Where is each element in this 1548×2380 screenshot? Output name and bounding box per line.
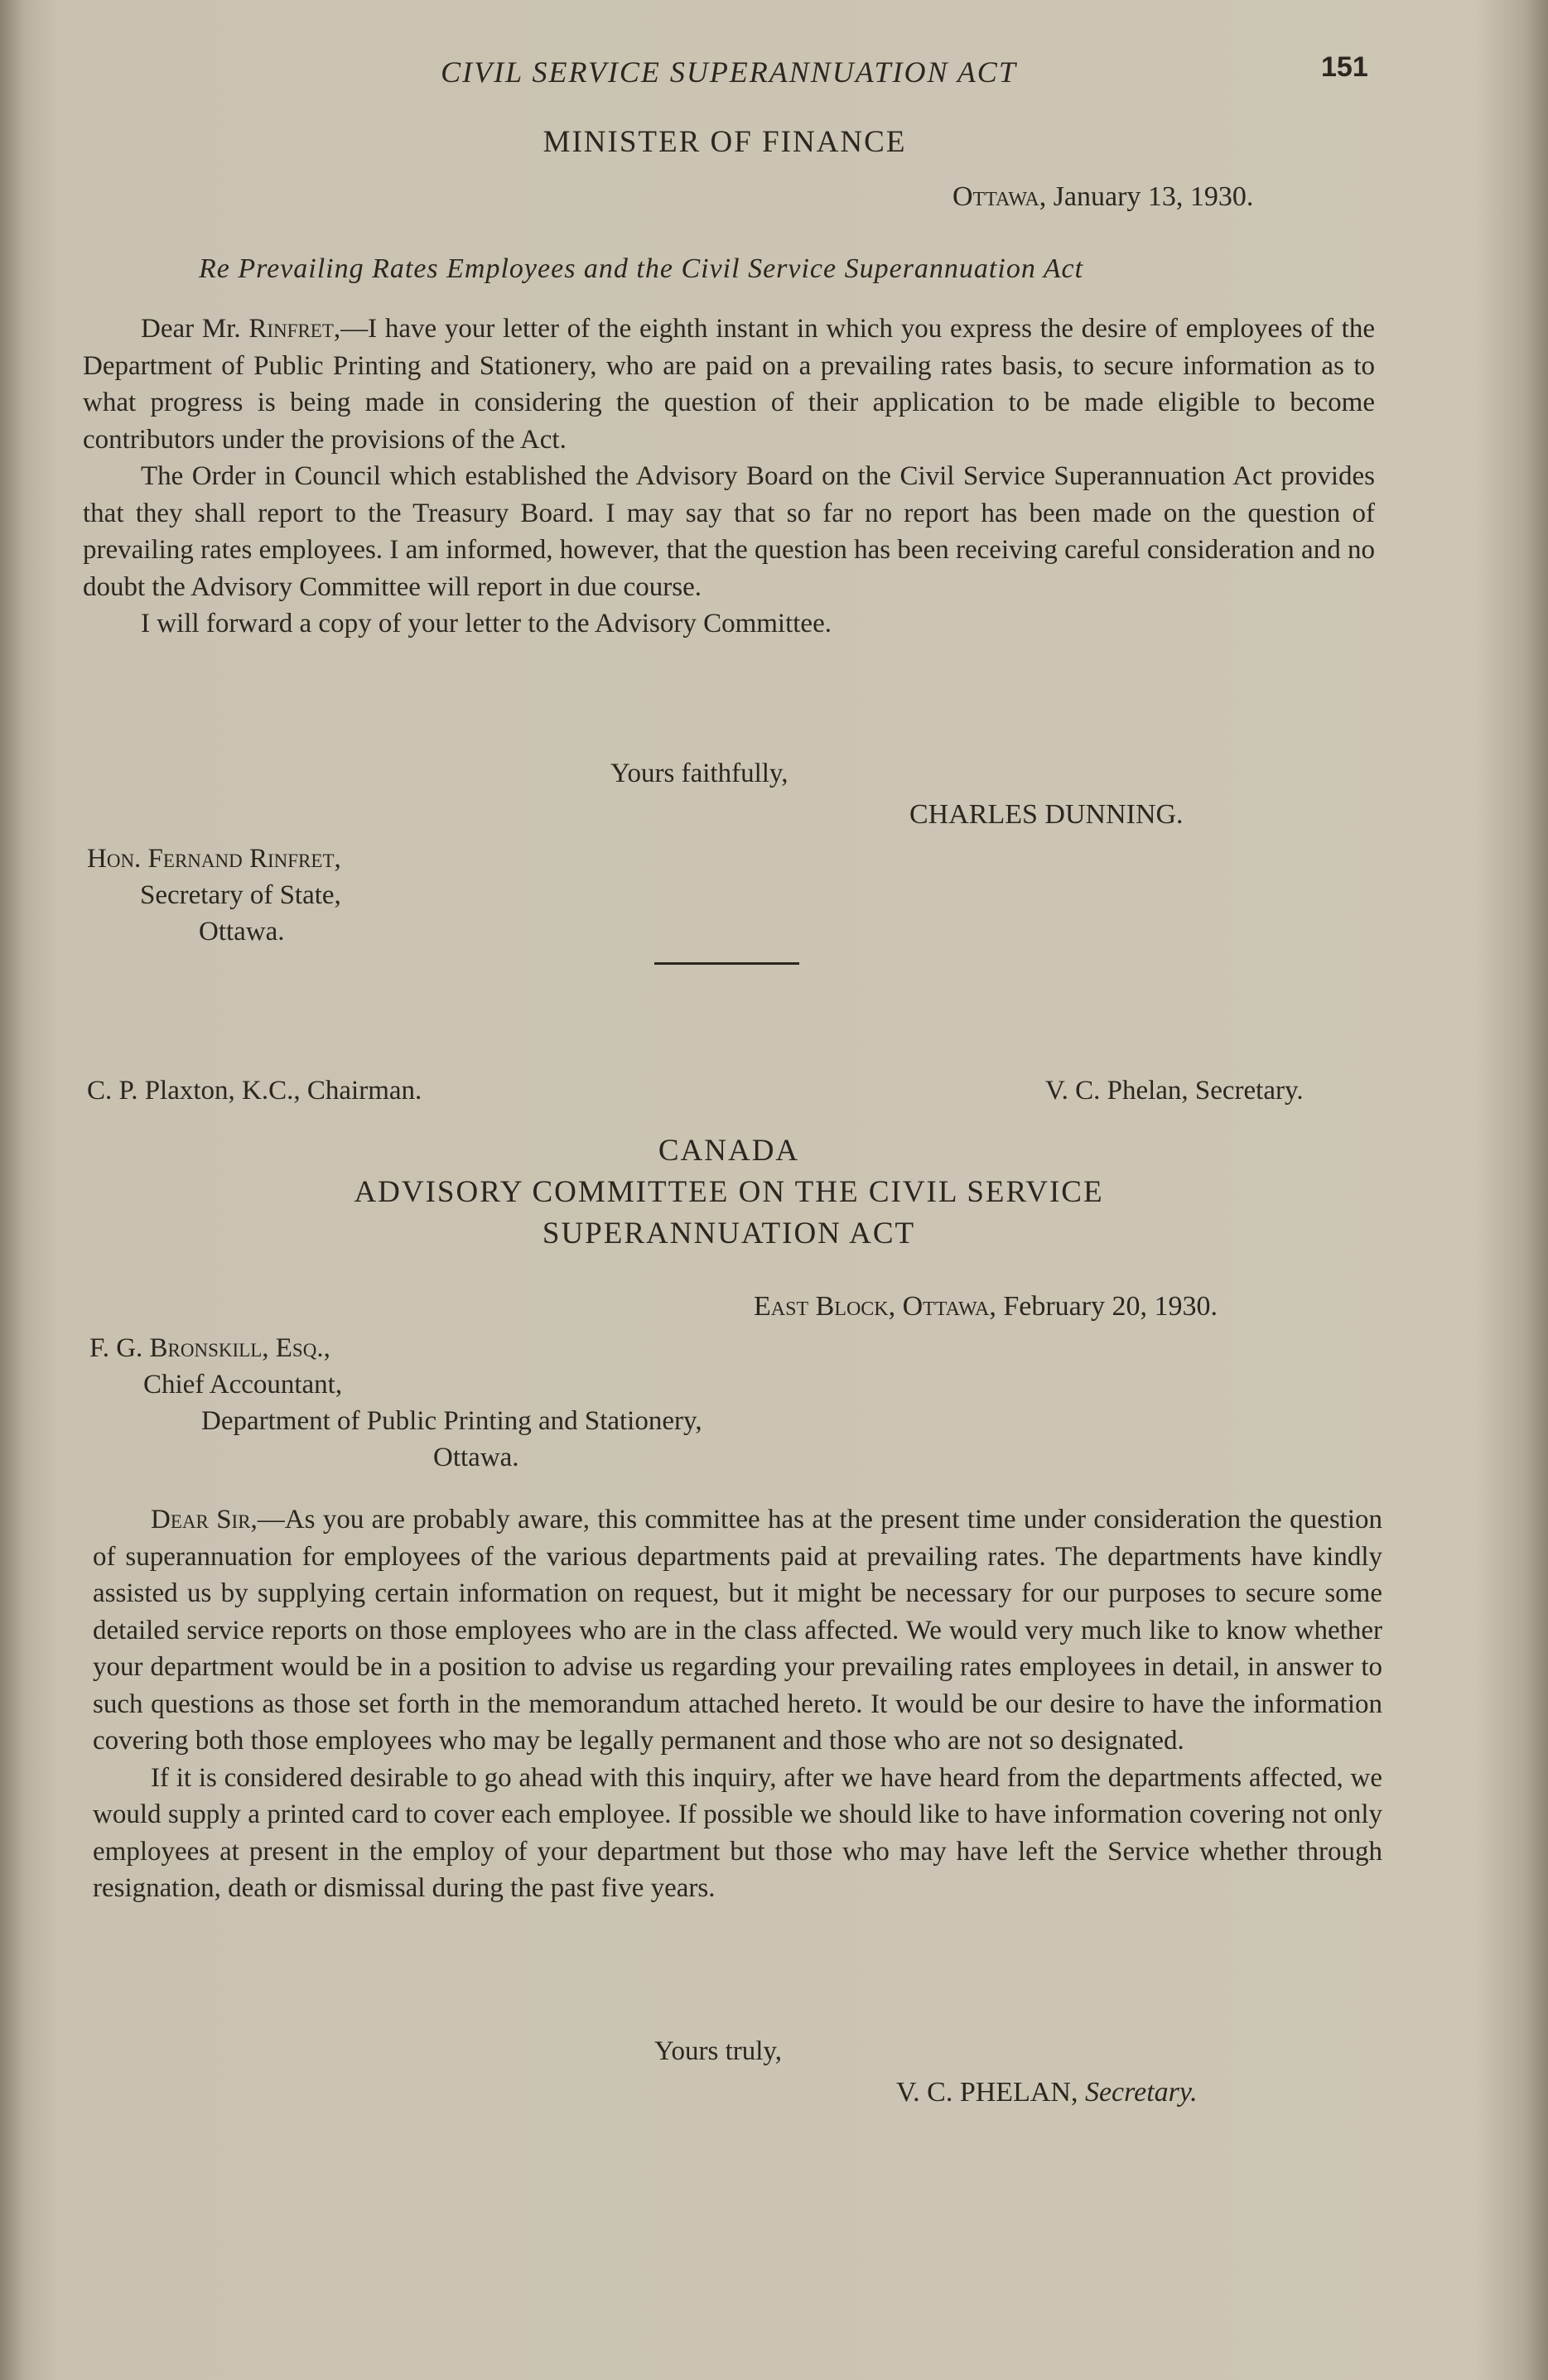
letter2-dateline xyxy=(754,1289,1218,1325)
addressee-line: Ottawa. xyxy=(433,1443,519,1472)
letter1-date: , January 13, 1930. xyxy=(1039,181,1254,212)
letter1-salutation-prefix: Dear Mr. xyxy=(141,314,249,344)
addressee-line: Department of Public Printing and Stationery, xyxy=(201,1406,702,1436)
letter1-dateline xyxy=(952,179,1253,215)
heading-line: SUPERANNUATION ACT xyxy=(542,1216,916,1250)
letter2-paragraph-1-text: ,—As you are probably aware, this committee has at the present time under consideration the question of superannuation for employees of the various departments paid at prevailing rates. The departments have kindly assisted us by supplying certain information on request, but it might be necessary for our purposes to secure some detailed service reports on those employees who are in the class affected. We would very much like to know whether your department would be in a position to advise us regarding your prevailing rates employees in detail, in answer to such questions as those set forth in the memorandum attached hereto. It would be our desire to have the information covering both those employees who may be legally permanent and those who are not so designated. xyxy=(93,1505,1383,1756)
signature-name: V. C. PHELAN, xyxy=(896,2077,1085,2108)
letter2-body xyxy=(93,1501,1382,1907)
letter2-addressee xyxy=(89,1330,702,1476)
letter1-signature: CHARLES DUNNING. xyxy=(909,799,1184,830)
heading-line: ADVISORY COMMITTEE ON THE CIVIL SERVICE xyxy=(354,1175,1104,1209)
letter2-closing: Yours truly, xyxy=(654,2036,783,2066)
letter2-paragraph xyxy=(93,1501,1382,1760)
addressee-line: F. G. Bronskill, Esq., xyxy=(89,1333,330,1363)
section-divider xyxy=(654,962,799,965)
letter1-addressee xyxy=(87,841,341,950)
running-title: CIVIL SERVICE SUPERANNUATION ACT xyxy=(441,55,1017,89)
letter1-salutation-name: Rinfret xyxy=(248,314,334,344)
addressee-line: Hon. Fernand Rinfret, xyxy=(87,844,341,874)
letter2-signature xyxy=(896,2074,1198,2111)
letter2-chairman: C. P. Plaxton, K.C., Chairman. xyxy=(87,1076,422,1106)
letter2-paragraph: If it is considered desirable to go ahead with this inquiry, after we have heard from the departments affected, we would supply a printed card to cover each employee. If possible we should like to have information covering not only employees at present in the employ of your department but those who may have left the Service whether through resignation, death or dismissal during the past five years. xyxy=(93,1762,1382,1903)
letter1-paragraph-1-text: ,—I have your letter of the eighth instant in which you express the desire of employees of the Department of Public Printing and Stationery, who are paid on a prevailing rates basis, to secure information as to what progress is being made in considering the question of their application to be made eligible to become contributors under the provisions of the Act. xyxy=(83,314,1375,455)
letter1-closing: Yours faithfully, xyxy=(610,759,788,788)
signature-title: Secretary. xyxy=(1084,2077,1198,2108)
letter1-subject: Re Prevailing Rates Employees and the Civil Service Superannuation Act xyxy=(199,253,1084,284)
addressee-line: Secretary of State, xyxy=(140,880,341,910)
letter1-paragraph: The Order in Council which established the Advisory Board on the Civil Service Superannuation Act provides that they shall report to the Treasury Board. I may say that so far no report has been made on the question of prevailing rates employees. I am informed, however, that the question has been receiving careful consideration and no doubt the Advisory Committee will report in due course. xyxy=(83,461,1375,602)
page-number: 151 xyxy=(1321,51,1368,83)
letter1-paragraph: I will forward a copy of your letter to the Advisory Committee. xyxy=(141,609,832,638)
letter2-heading xyxy=(0,1130,1458,1255)
letter1-body xyxy=(83,311,1375,643)
letter1-heading: MINISTER OF FINANCE xyxy=(543,125,907,159)
letter2-secretary: V. C. Phelan, Secretary. xyxy=(1045,1076,1304,1106)
addressee-line: Ottawa. xyxy=(199,917,285,947)
letter2-salutation: Dear Sir xyxy=(151,1505,251,1534)
letter2-date: , February 20, 1930. xyxy=(989,1291,1218,1322)
letter1-paragraph xyxy=(83,311,1375,458)
letter2-place: East Block, Ottawa xyxy=(754,1291,990,1322)
heading-line: CANADA xyxy=(658,1134,800,1168)
addressee-line: Chief Accountant, xyxy=(143,1370,343,1400)
letter1-place: Ottawa xyxy=(952,181,1039,212)
